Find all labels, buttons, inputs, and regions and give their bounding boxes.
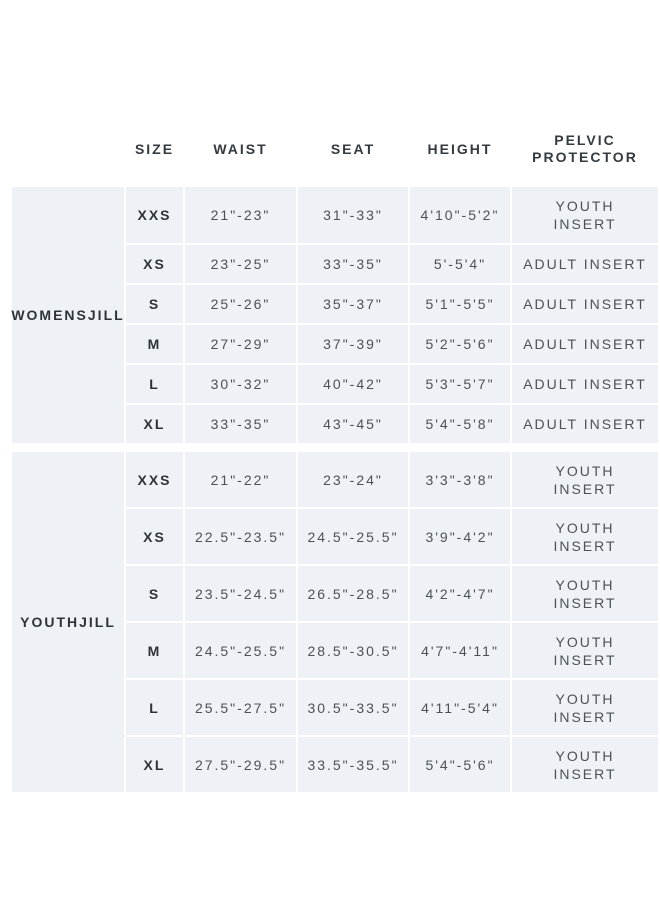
table-cell-size <box>126 365 183 403</box>
table-cell-height <box>410 566 510 621</box>
table-cell-seat <box>298 452 408 507</box>
waist-value: 21"-23" <box>210 207 271 223</box>
seat-value: 28.5"-30.5" <box>307 642 399 659</box>
cell-text <box>211 471 271 489</box>
seat-value: 26.5"-28.5" <box>307 585 399 602</box>
seat-value: 33.5"-35.5" <box>307 756 399 773</box>
cell-text <box>307 699 398 717</box>
cell-text <box>211 415 271 433</box>
waist-value: 22.5"-23.5" <box>194 528 287 545</box>
cell-text <box>421 206 500 224</box>
cell-text <box>523 335 647 353</box>
cell-text <box>137 471 171 489</box>
group-label-line1: WOMENS <box>11 307 88 323</box>
height-value: 5'4"-5'8" <box>425 416 495 432</box>
table-cell-size <box>126 405 183 443</box>
cell-text <box>553 197 616 233</box>
seat-value: 43"-45" <box>323 416 383 432</box>
table-cell-size <box>126 737 183 792</box>
height-value: 5'3"-5'7" <box>425 376 495 392</box>
cell-text <box>148 642 162 660</box>
table-cell-waist <box>185 365 296 403</box>
cell-text <box>553 462 616 498</box>
cell-text <box>553 576 616 612</box>
cell-text <box>143 255 166 273</box>
header-height <box>410 118 510 180</box>
cell-text <box>144 756 166 774</box>
header-pelvic-protector <box>512 118 658 180</box>
table-cell-pelvic <box>512 509 658 564</box>
cell-text <box>553 519 616 555</box>
waist-value: 23.5"-24.5" <box>194 585 287 602</box>
pelvic-pelvic-line1: ADULT INSERT <box>523 376 647 392</box>
table-cell-seat <box>298 405 408 443</box>
pelvic-pelvic-line1: ADULT INSERT <box>523 256 647 272</box>
cell-text <box>137 206 171 224</box>
group-label <box>12 187 124 443</box>
table-cell-height <box>410 245 510 283</box>
seat-value: 30.5"-33.5" <box>307 699 399 716</box>
cell-text <box>425 471 494 489</box>
height-value: 3'3"-3'8" <box>425 471 495 488</box>
table-cell-height <box>410 509 510 564</box>
table-cell-pelvic <box>512 285 658 323</box>
waist-value: 25.5"-27.5" <box>194 699 287 716</box>
cell-text <box>323 255 383 273</box>
table-cell-height <box>410 187 510 243</box>
table-cell-waist <box>185 452 296 507</box>
size-value: L <box>149 376 160 392</box>
cell-text <box>323 206 383 224</box>
table-cell-pelvic <box>512 566 658 621</box>
table-cell-waist <box>185 325 296 363</box>
cell-text <box>144 415 166 433</box>
pelvic-pelvic-line1: YOUTH <box>555 690 615 707</box>
table-cell-pelvic <box>512 187 658 243</box>
cell-text <box>143 528 166 546</box>
cell-text <box>425 528 494 546</box>
cell-text <box>195 756 286 774</box>
cell-text <box>421 642 499 660</box>
header-pelvic-line1: PELVIC <box>554 132 616 148</box>
table-cell-height <box>410 285 510 323</box>
group-label-line1: YOUTH <box>20 614 80 630</box>
table-cell-pelvic <box>512 623 658 678</box>
table-cell-seat <box>298 245 408 283</box>
table-cell-size <box>126 509 183 564</box>
cell-text <box>323 375 383 393</box>
height-value: 5'4"-5'6" <box>425 756 495 773</box>
table-cell-waist <box>185 245 296 283</box>
seat-value: 24.5"-25.5" <box>307 528 399 545</box>
cell-text <box>195 699 286 717</box>
header-waist <box>185 118 296 180</box>
size-value: S <box>148 296 161 312</box>
table-cell-pelvic <box>512 405 658 443</box>
table-cell-seat <box>298 623 408 678</box>
size-value: XS <box>143 528 166 545</box>
table-cell-size <box>126 187 183 243</box>
size-group-1 <box>12 452 658 792</box>
size-value: XS <box>143 256 166 272</box>
seat-value: 23"-24" <box>323 471 383 488</box>
table-cell-waist <box>185 187 296 243</box>
table-cell-pelvic <box>512 452 658 507</box>
table-cell-waist <box>185 680 296 735</box>
cell-text <box>425 585 494 603</box>
cell-text <box>425 335 494 353</box>
pelvic-pelvic-line1: YOUTH <box>555 198 615 214</box>
header-size-label: SIZE <box>134 140 175 157</box>
height-value: 4'11"-5'4" <box>421 699 499 716</box>
cell-text <box>523 255 647 273</box>
waist-value: 27.5"-29.5" <box>194 756 287 773</box>
cell-text <box>553 747 616 783</box>
table-cell-pelvic <box>512 245 658 283</box>
seat-value: 35"-37" <box>323 296 383 312</box>
table-cell-seat <box>298 680 408 735</box>
cell-text <box>323 415 383 433</box>
cell-text <box>553 633 616 669</box>
header-seat-label: SEAT <box>330 140 376 157</box>
size-value: XL <box>143 416 166 432</box>
pelvic-pelvic-line2: INSERT <box>553 216 617 232</box>
waist-value: 21"-22" <box>210 471 271 488</box>
table-cell-pelvic <box>512 325 658 363</box>
cell-text <box>307 642 398 660</box>
height-value: 4'7"-4'11" <box>421 642 499 659</box>
size-value: L <box>149 699 160 716</box>
seat-value: 37"-39" <box>323 336 383 352</box>
table-cell-size <box>126 623 183 678</box>
cell-text <box>195 642 286 660</box>
size-group-0 <box>12 187 658 443</box>
cell-text <box>211 206 271 224</box>
table-cell-height <box>410 325 510 363</box>
pelvic-pelvic-line1: YOUTH <box>555 519 615 536</box>
cell-text <box>211 335 271 353</box>
table-cell-waist <box>185 285 296 323</box>
pelvic-pelvic-line1: ADULT INSERT <box>523 416 647 432</box>
table-cell-size <box>126 285 183 323</box>
pelvic-pelvic-line2: INSERT <box>553 537 617 554</box>
group-label-text <box>11 306 124 324</box>
cell-text <box>425 295 494 313</box>
cell-text <box>523 295 647 313</box>
cell-text <box>323 335 383 353</box>
pelvic-pelvic-line1: ADULT INSERT <box>523 336 647 352</box>
cell-text <box>425 415 494 433</box>
cell-text <box>195 585 286 603</box>
pelvic-pelvic-line1: YOUTH <box>555 462 615 479</box>
header-size <box>126 118 183 180</box>
height-value: 5'1"-5'5" <box>425 296 495 312</box>
waist-value: 27"-29" <box>210 336 271 352</box>
height-value: 5'-5'4" <box>433 256 487 272</box>
table-cell-height <box>410 405 510 443</box>
header-waist-label: WAIST <box>213 140 268 157</box>
table-cell-height <box>410 623 510 678</box>
cell-text <box>149 375 160 393</box>
table-cell-waist <box>185 737 296 792</box>
cell-text <box>149 295 160 313</box>
cell-text <box>523 375 647 393</box>
group-label-line2: JILL <box>87 307 125 323</box>
header-seat <box>298 118 408 180</box>
height-value: 4'2"-4'7" <box>425 585 495 602</box>
table-cell-seat <box>298 187 408 243</box>
waist-value: 30"-32" <box>210 376 271 392</box>
cell-text <box>421 699 499 717</box>
table-cell-seat <box>298 566 408 621</box>
cell-text <box>523 415 647 433</box>
cell-text <box>307 528 398 546</box>
table-cell-pelvic <box>512 365 658 403</box>
seat-value: 33"-35" <box>323 256 383 272</box>
table-cell-height <box>410 452 510 507</box>
cell-text <box>211 255 271 273</box>
cell-text <box>434 255 486 273</box>
table-cell-pelvic <box>512 680 658 735</box>
cell-text <box>307 585 398 603</box>
cell-text <box>211 295 271 313</box>
waist-value: 23"-25" <box>210 256 271 272</box>
pelvic-pelvic-line2: INSERT <box>553 480 617 497</box>
size-value: XXS <box>137 471 172 488</box>
size-value: XL <box>143 756 166 773</box>
group-label-text <box>20 613 116 631</box>
pelvic-pelvic-line1: ADULT INSERT <box>523 296 647 312</box>
cell-text <box>149 699 160 717</box>
cell-text <box>323 295 383 313</box>
cell-text <box>149 585 160 603</box>
pelvic-pelvic-line2: INSERT <box>553 594 617 611</box>
pelvic-pelvic-line1: YOUTH <box>555 747 615 764</box>
table-cell-size <box>126 245 183 283</box>
seat-value: 40"-42" <box>323 376 383 392</box>
cell-text <box>195 528 286 546</box>
height-value: 4'10"-5'2" <box>420 207 500 223</box>
size-value: M <box>147 642 162 659</box>
cell-text <box>307 756 398 774</box>
table-cell-height <box>410 680 510 735</box>
waist-value: 24.5"-25.5" <box>194 642 287 659</box>
table-cell-waist <box>185 405 296 443</box>
cell-text <box>148 335 162 353</box>
table-cell-height <box>410 365 510 403</box>
table-cell-size <box>126 680 183 735</box>
height-value: 5'2"-5'6" <box>425 336 495 352</box>
table-cell-seat <box>298 509 408 564</box>
table-cell-seat <box>298 325 408 363</box>
table-cell-seat <box>298 737 408 792</box>
pelvic-pelvic-line2: INSERT <box>553 651 617 668</box>
height-value: 3'9"-4'2" <box>425 528 495 545</box>
pelvic-pelvic-line2: INSERT <box>553 708 617 725</box>
cell-text <box>425 375 494 393</box>
table-cell-waist <box>185 509 296 564</box>
group-label <box>12 452 124 792</box>
table-cell-seat <box>298 365 408 403</box>
table-cell-size <box>126 566 183 621</box>
header-pelvic-line2: PROTECTOR <box>532 149 638 165</box>
pelvic-pelvic-line1: YOUTH <box>555 576 615 593</box>
table-cell-height <box>410 737 510 792</box>
waist-value: 25"-26" <box>210 296 271 312</box>
pelvic-pelvic-line2: INSERT <box>553 765 617 782</box>
size-value: XXS <box>137 207 172 223</box>
table-cell-waist <box>185 623 296 678</box>
group-label-line2: JILL <box>79 614 116 630</box>
seat-value: 31"-33" <box>323 207 383 223</box>
size-value: M <box>147 336 162 352</box>
cell-text <box>211 375 271 393</box>
cell-text <box>425 756 494 774</box>
table-cell-seat <box>298 285 408 323</box>
header-height-label: HEIGHT <box>427 140 493 157</box>
table-cell-size <box>126 452 183 507</box>
table-cell-waist <box>185 566 296 621</box>
size-value: S <box>148 585 161 602</box>
cell-text <box>553 690 616 726</box>
pelvic-pelvic-line1: YOUTH <box>555 633 615 650</box>
table-cell-pelvic <box>512 737 658 792</box>
waist-value: 33"-35" <box>210 416 271 432</box>
cell-text <box>323 471 383 489</box>
table-header <box>12 118 658 180</box>
table-cell-size <box>126 325 183 363</box>
